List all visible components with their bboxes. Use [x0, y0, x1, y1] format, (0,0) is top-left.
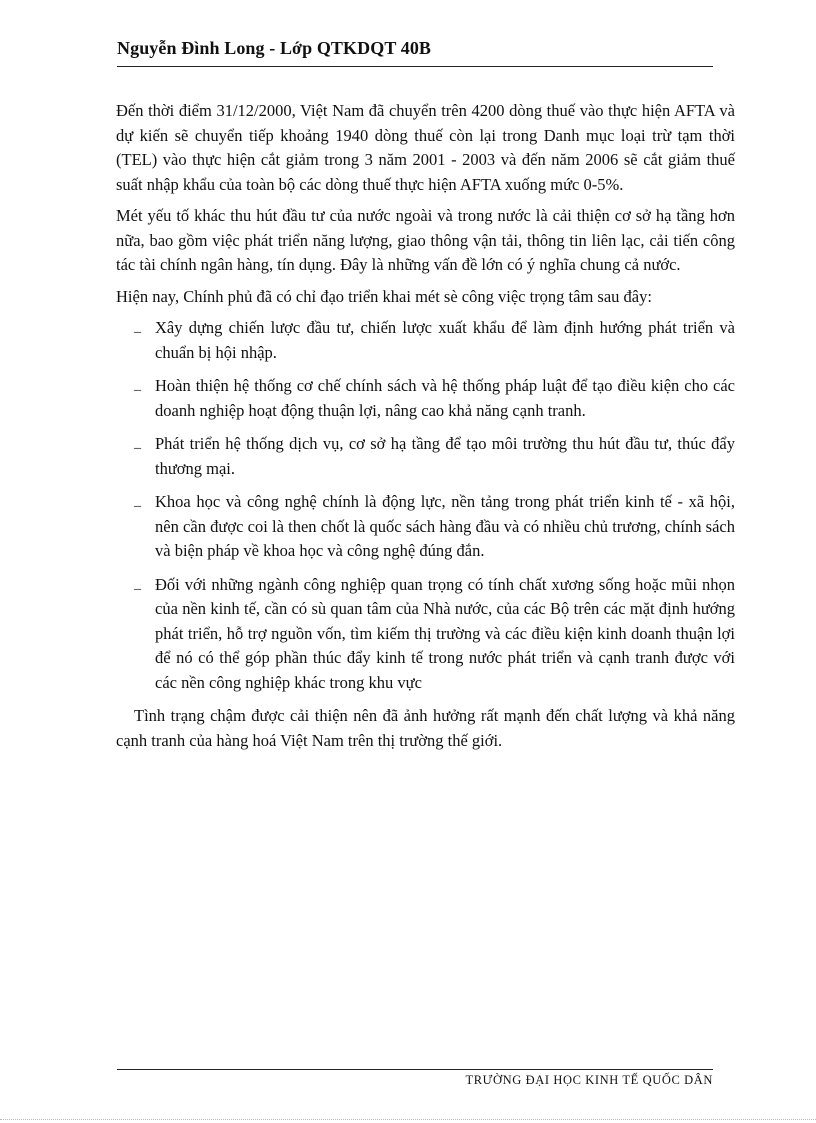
- document-body: [116, 99, 735, 760]
- list-item: [134, 432, 735, 481]
- bullet-marker: _: [134, 576, 141, 592]
- list-item-text: Đối với những ngành công nghiệp quan trọng có tính chất xương sống hoặc mũi nhọn của nền kinh tế, cần có sù quan tâm của Nhà nước, của các Bộ trên các mặt định hướng phát triển, hỗ trợ nguồn vốn, tìm kiếm thị trường và các điều kiện kinh doanh thuận lợi để nó có thể góp phần thúc đẩy kinh tế trong nước phát triển và cạnh tranh được với các nền công nghiệp khác trong khu vực: [155, 574, 735, 692]
- footer-divider: [117, 1069, 713, 1070]
- bullet-marker: _: [134, 378, 141, 393]
- paragraph-competitiveness: Tình trạng chậm được cải thiện nên đã ảnh hưởng rất mạnh đến chất lượng và khả năng cạnh tranh của hàng hoá Việt Nam trên thị trường thế giới.: [116, 706, 735, 750]
- paragraph-afta: Đến thời điểm 31/12/2000, Việt Nam đã chuyển trên 4200 dòng thuế vào thực hiện AFTA và dự kiến sẽ chuyển tiếp khoảng 1940 dòng thuế còn lại trong Danh mục loại trừ tạm thời (TEL) vào thực hiện cắt giảm trong 3 năm 2001 - 2003 và đến năm 2006 sẽ cắt giảm thuế suất nhập khẩu của toàn bộ các dòng thuế thực hiện AFTA xuống mức 0-5%.: [116, 101, 735, 194]
- page-footer-text: TRƯỜNG ĐẠI HỌC KINH TẾ QUỐC DÂN: [465, 1073, 713, 1087]
- bullet-marker: _: [134, 494, 141, 509]
- list-item-text: Xây dựng chiến lược đầu tư, chiến lược xuất khẩu để làm định hướng phát triển và chuẩn bị hội nhập.: [155, 318, 735, 362]
- list-item: [134, 316, 735, 365]
- bullet-marker: _: [134, 436, 141, 451]
- page-edge: [0, 1119, 816, 1120]
- list-item-text: Hoàn thiện hệ thống cơ chế chính sách và hệ thống pháp luật để tạo điều kiện cho các doanh nghiệp hoạt động thuận lợi, nâng cao khả năng cạnh tranh.: [155, 376, 735, 420]
- paragraph-infrastructure: Mét yếu tố khác thu hút đầu tư của nước ngoài và trong nước là cải thiện cơ sở hạ tầng hơn nữa, bao gồm việc phát triển năng lượng, giao thông vận tải, thông tin liên lạc, cải tiến công tác tài chính ngân hàng, tín dụng. Đây là những vấn đề lớn có ý nghĩa chung cả nước.: [116, 206, 735, 274]
- bullet-marker: _: [134, 320, 141, 335]
- page-header-title: Nguyễn Đình Long - Lớp QTKDQT 40B: [117, 38, 432, 58]
- list-item: [134, 374, 735, 423]
- task-list: [116, 316, 735, 695]
- list-item-text: Khoa học và công nghệ chính là động lực, nền tảng trong phát triển kinh tế - xã hội, nên cần được coi là then chốt là quốc sách hàng đầu và có nhiều chủ trương, chính sách và biện pháp về khoa học và công nghệ đúng đắn.: [155, 492, 735, 560]
- header-divider: [117, 66, 713, 67]
- paragraph-government-tasks: Hiện nay, Chính phủ đã có chỉ đạo triển khai mét sè công việc trọng tâm sau đây:: [116, 286, 652, 306]
- list-item: [134, 573, 735, 696]
- list-item: [134, 490, 735, 564]
- list-item-text: Phát triển hệ thống dịch vụ, cơ sở hạ tầng để tạo môi trường thu hút đầu tư, thúc đẩy thương mại.: [155, 434, 735, 478]
